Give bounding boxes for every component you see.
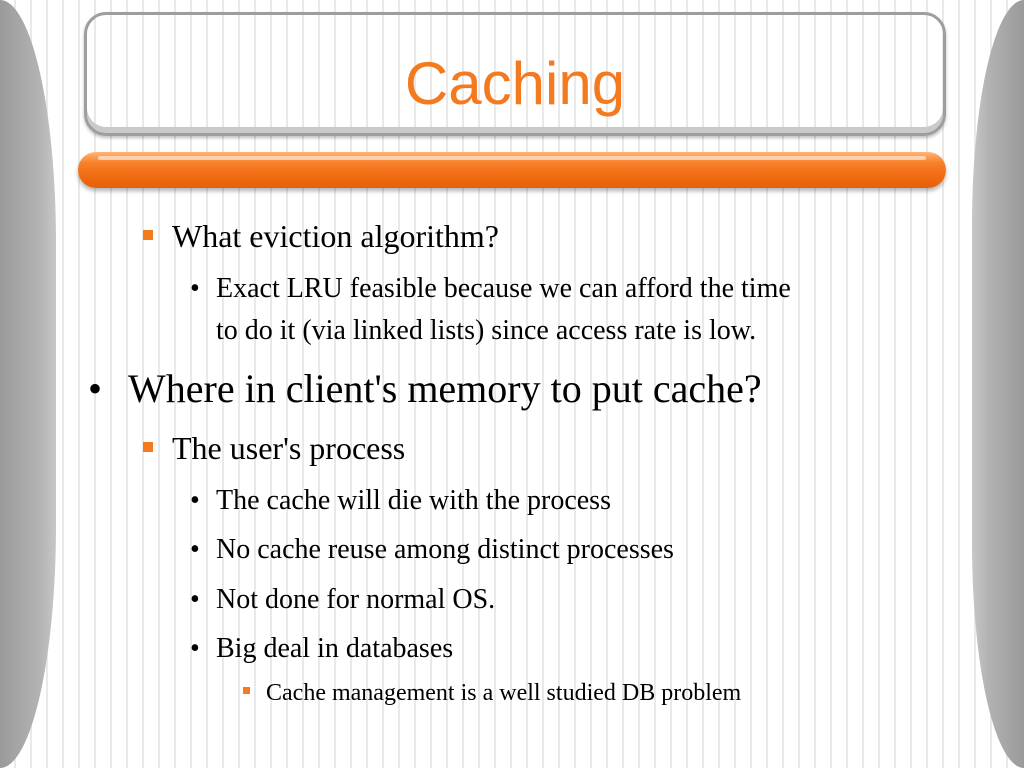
square-bullet-icon <box>243 687 250 694</box>
bullet-exact-lru-line2: to do it (via linked lists) since access rate is low. <box>216 315 757 346</box>
bullet-user-process: The user's process <box>172 430 406 466</box>
dot-bullet-icon: • <box>88 366 103 411</box>
dot-bullet-icon: • <box>190 273 200 304</box>
bullet-cache-management: Cache management is a well studied DB problem <box>266 680 742 706</box>
left-side-decoration <box>0 0 56 768</box>
dot-bullet-icon: • <box>190 633 200 664</box>
dot-bullet-icon: • <box>190 485 200 516</box>
title-underline-bar <box>78 152 946 188</box>
bullet-no-reuse: No cache reuse among distinct processes <box>216 534 674 565</box>
bullet-cache-die: The cache will die with the process <box>216 485 611 516</box>
bullet-eviction-algorithm: What eviction algorithm? <box>172 218 499 254</box>
dot-bullet-icon: • <box>190 534 200 565</box>
dot-bullet-icon: • <box>190 584 200 615</box>
bullet-not-done-os: Not done for normal OS. <box>216 584 496 615</box>
slide-title: Caching <box>404 50 626 117</box>
right-side-decoration <box>972 0 1024 768</box>
bullet-exact-lru-line1: Exact LRU feasible because we can afford the time <box>216 273 791 304</box>
square-bullet-icon <box>143 230 153 240</box>
bullet-where-cache: Where in client's memory to put cache? <box>128 366 762 411</box>
square-bullet-icon <box>143 442 153 452</box>
bullet-big-deal-db: Big deal in databases <box>216 633 454 664</box>
